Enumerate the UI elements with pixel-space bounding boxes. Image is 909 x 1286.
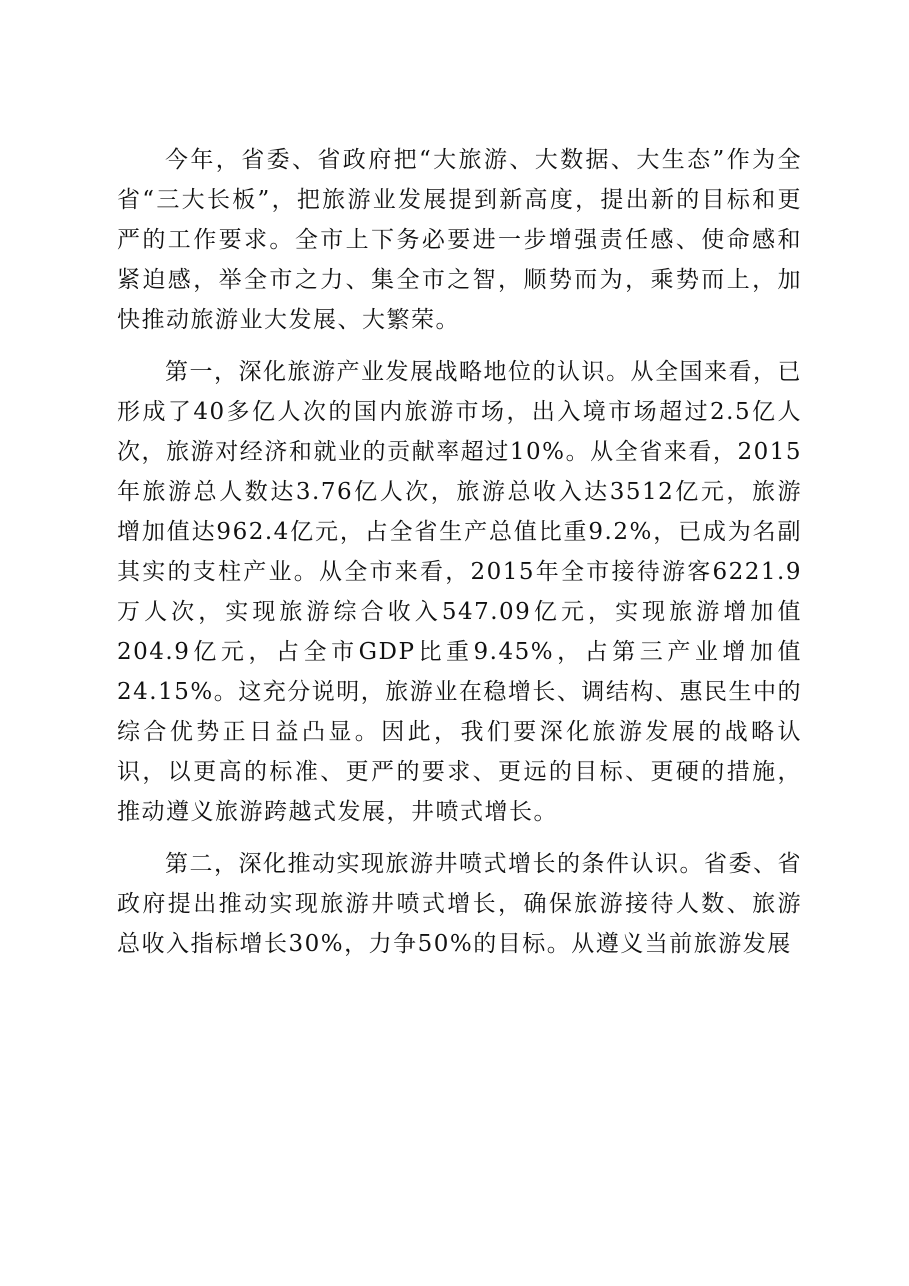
paragraph-intro: 今年，省委、省政府把“大旅游、大数据、大生态”作为全省“三大长板”，把旅游业发展提到新高度，提出新的目标和更严的工作要求。全市上下务必要进一步增强责任感、使命感和紧迫感，举全市之力、集全市之智，顺势而为，乘势而上，加快推动旅游业大发展、大繁荣。 <box>117 147 802 333</box>
paragraph-first-point: 第一，深化旅游产业发展战略地位的认识。从全国来看，已形成了40多亿人次的国内旅游市场，出入境市场超过2.5亿人次，旅游对经济和就业的贡献率超过10%。从全省来看，2015年旅游总人数达3.76亿人次，旅游总收入达3512亿元，旅游增加值达962.4亿元，占全省生产总值比重9.2%，已成为名副其实的支柱产业。从全市来看，2015年全市接待游客6221.9万人次，实现旅游综合收入547.09亿元，实现旅游增加值204.9亿元，占全市GDP比重9.45%，占第三产业增加值24.15%。这充分说明，旅游业在稳增长、调结构、惠民生中的综合优势正日益凸显。因此，我们要深化旅游发展的战略认识，以更高的标准、更严的要求、更远的目标、更硬的措施，推动遵义旅游跨越式发展，井喷式增长。 <box>117 359 802 825</box>
paragraph-second-point: 第二，深化推动实现旅游井喷式增长的条件认识。省委、省政府提出推动实现旅游井喷式增长，确保旅游接待人数、旅游总收入指标增长30%，力争50%的目标。从遵义当前旅游发展 <box>117 851 802 957</box>
document-body <box>117 140 802 976</box>
